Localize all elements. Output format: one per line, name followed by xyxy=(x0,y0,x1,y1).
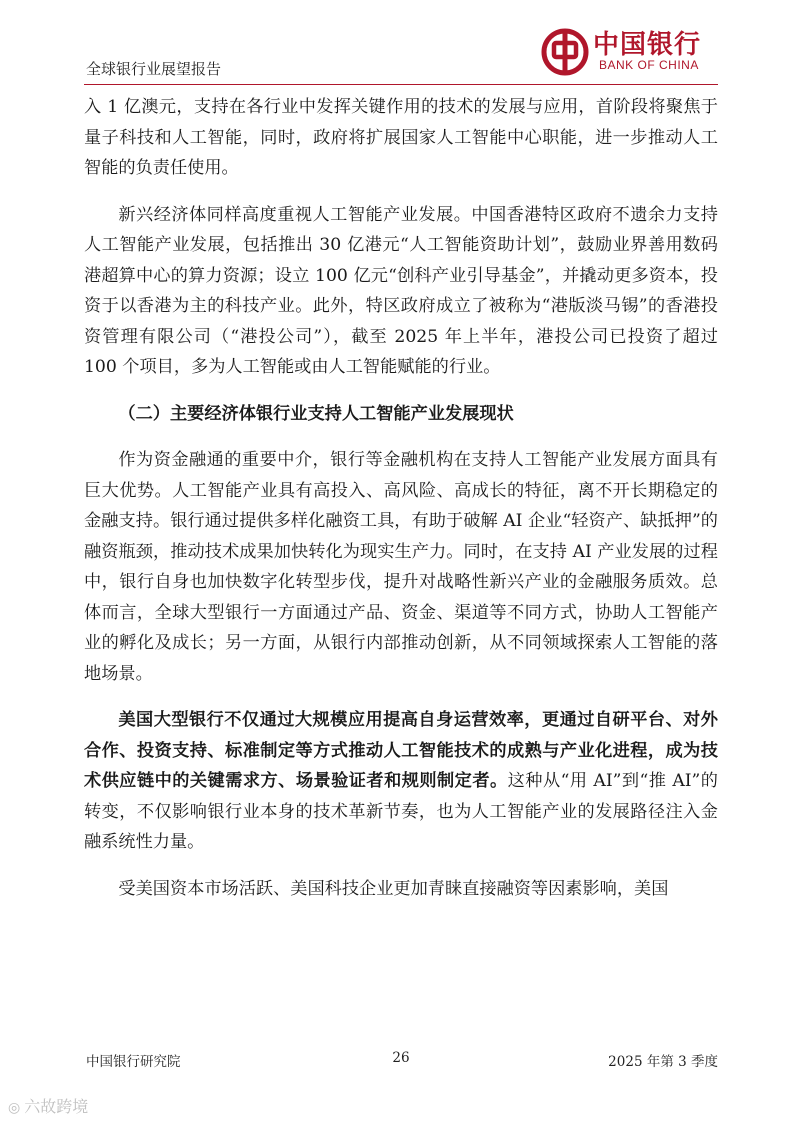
paragraph-emerging-economies: 新兴经济体同样高度重视人工智能产业发展。中国香港特区政府不遗余力支持人工智能产业发展，包括推出 30 亿港元“人工智能资助计划”，鼓励业界善用数码港超算中心的算力资源；设立 100 亿元“创科产业引导基金”，并撬动更多资本，投资于以香港为主的科技产业。此外，特区政府成立了被称为“港版淡马锡”的香港投资管理有限公司（“港投公司”），截至 2025 年上半年，港投公司已投资了超过 100 个项目，多为人工智能或由人工智能赋能的行业。 xyxy=(84,204,718,377)
paragraph-continued: 入 1 亿澳元，支持在各行业中发挥关键作用的技术的发展与应用，首阶段将聚焦于量子科技和人工智能，同时，政府将扩展国家人工智能中心职能，进一步推动人工智能的负责任使用。 xyxy=(84,97,718,178)
logo-english-name: BANK OF CHINA xyxy=(599,58,699,72)
footer-institute: 中国银行研究院 xyxy=(86,1054,181,1070)
page-header xyxy=(84,20,716,82)
section-heading: （二）主要经济体银行业支持人工智能产业发展现状 xyxy=(118,403,514,424)
us-banks-bold-text: 美国大型银行不仅通过大规模应用提高自身运营效率，更通过自研平台、对外合作、投资支持、标准制定等方式推动人工智能技术的成熟与产业化进程，成为技术供应链中的关键需求方、场景验证者和规则制定者。 xyxy=(84,710,718,791)
bank-logo-emblem-icon xyxy=(541,28,589,76)
watermark-icon: ◎ xyxy=(8,1100,21,1116)
paragraph-us-banks xyxy=(84,705,718,858)
page-footer xyxy=(84,1050,718,1070)
watermark xyxy=(8,1094,88,1117)
bank-of-china-logo xyxy=(541,20,716,80)
paragraph-us-capital-market: 受美国资本市场活跃、美国科技企业更加青睐直接融资等因素影响，美国 xyxy=(118,878,669,899)
watermark-text: 六故跨境 xyxy=(24,1097,89,1116)
us-banks-rest-text: 这种从“用 AI”到“推 AI”的转变，不仅影响银行业本身的技术革新节奏，也为人工智能产业的发展路径注入金融系统性力量。 xyxy=(84,771,718,852)
header-divider xyxy=(84,84,718,85)
logo-chinese-name: 中国银行 xyxy=(593,30,702,60)
report-title: 全球银行业展望报告 xyxy=(86,60,222,78)
page-body xyxy=(84,92,718,920)
page-number: 26 xyxy=(392,1050,410,1066)
footer-quarter: 2025 年第 3 季度 xyxy=(608,1054,718,1070)
paragraph-bank-role: 作为资金融通的重要中介，银行等金融机构在支持人工智能产业发展方面具有巨大优势。人工智能产业具有高投入、高风险、高成长的特征，离不开长期稳定的金融支持。银行通过提供多样化融资工具，有助于破解 AI 企业“轻资产、缺抵押”的融资瓶颈，推动技术成果加快转化为现实生产力。同时，在支持 AI 产业发展的过程中，银行自身也加快数字化转型步伐，提升对战略性新兴产业的金融服务质效。总体而言，全球大型银行一方面通过产品、资金、渠道等不同方式，协助人工智能产业的孵化及成长；另一方面，从银行内部推动创新，从不同领域探索人工智能的落地场景。 xyxy=(84,450,718,684)
